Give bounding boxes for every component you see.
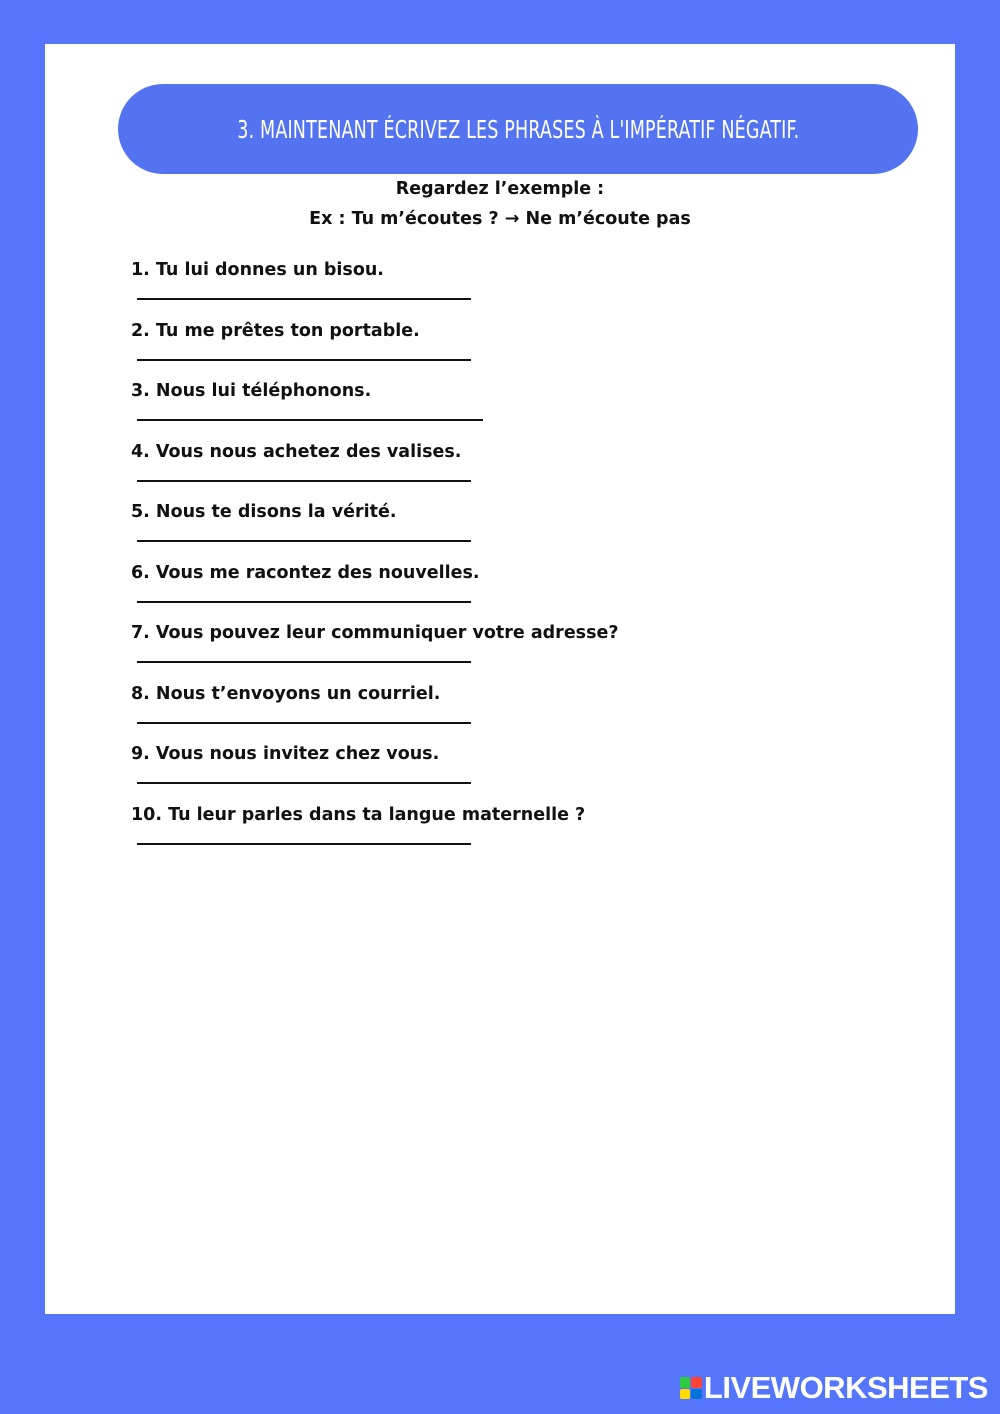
title-banner [118,84,918,174]
logo-square [680,1389,691,1400]
question-text: 4. Vous nous achetez des valises. [131,441,462,462]
worksheet-page [45,44,955,1314]
question-item [131,682,931,743]
question-item [131,803,931,864]
question-text: 6. Vous me racontez des nouvelles. [131,562,480,583]
answer-line[interactable] [137,480,471,482]
question-text: 2. Tu me prêtes ton portable. [131,320,420,341]
answer-line[interactable] [137,359,471,361]
answer-line[interactable] [137,298,471,300]
question-list [131,258,931,863]
question-item [131,742,931,803]
question-item [131,319,931,380]
question-item [131,621,931,682]
brand-name: LIVEWORKSHEETS [703,1370,988,1405]
answer-line[interactable] [137,843,471,845]
answer-line[interactable] [137,661,471,663]
logo-square [691,1377,702,1388]
question-text: 1. Tu lui donnes un bisou. [131,260,384,280]
question-text: 9. Vous nous invitez chez vous. [131,744,440,764]
answer-line[interactable] [137,601,471,603]
question-item [131,500,931,561]
question-item [131,379,931,440]
question-text: 8. Nous t’envoyons un courriel. [131,683,441,704]
question-item [131,440,931,501]
page-title: 3. MAINTENANT ÉCRIVEZ LES PHRASES À L'IMPÉRATIF NÉGATIF. [236,114,800,144]
question-text: 7. Vous pouvez leur communiquer votre adresse? [131,623,619,643]
question-text: 3. Nous lui téléphonons. [131,381,372,401]
answer-line[interactable] [137,722,471,724]
answer-line[interactable] [137,419,483,421]
logo-square [691,1389,702,1400]
question-text: 5. Nous te disons la vérité. [131,502,397,522]
example-line: Ex : Tu m’écoutes ? → Ne m’écoute pas [309,209,691,229]
example-block [45,174,955,234]
example-heading: Regardez l’exemple : [395,179,605,199]
question-item [131,561,931,622]
liveworksheets-brand [680,1370,988,1406]
question-item [131,258,931,319]
answer-line[interactable] [137,540,471,542]
answer-line[interactable] [137,782,471,784]
question-text: 10. Tu leur parles dans ta langue maternelle ? [131,804,586,825]
logo-square [680,1377,691,1388]
liveworksheets-logo-icon [680,1377,702,1399]
